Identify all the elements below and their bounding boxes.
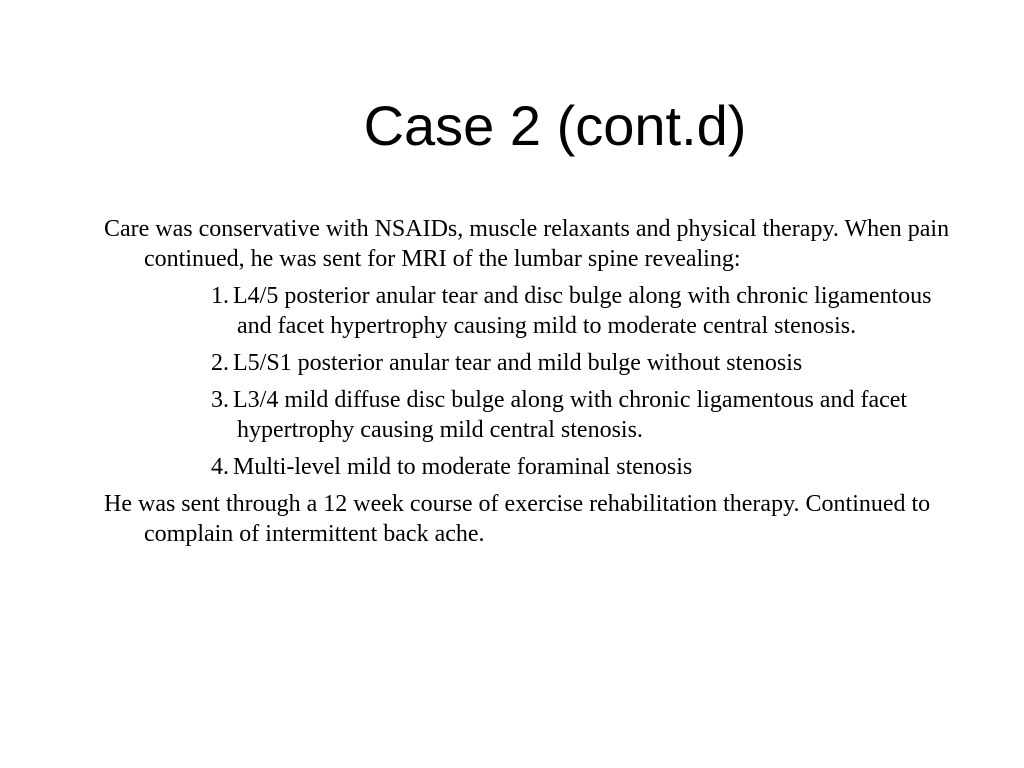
list-item-text: L3/4 mild diffuse disc bulge along with chronic ligamentous and facet hypertrophy causing mild central stenosis.	[233, 387, 908, 443]
outro-paragraph: He was sent through a 12 week course of exercise rehabilitation therapy. Continued to complain of intermittent back ache.	[104, 491, 931, 547]
list-item-text: L4/5 posterior anular tear and disc bulge along with chronic ligamentous and facet hypertrophy causing mild to moderate central stenosis.	[233, 283, 932, 339]
list-item-number: 4.	[211, 454, 229, 480]
list-item-number: 1.	[211, 283, 229, 309]
slide-body	[104, 214, 954, 549]
list-item-text: L5/S1 posterior anular tear and mild bulge without stenosis	[233, 350, 803, 376]
list-item	[104, 385, 954, 445]
list-item	[104, 281, 954, 341]
list-item	[104, 348, 954, 378]
list-item-number: 2.	[211, 350, 229, 376]
list-item-number: 3.	[211, 387, 229, 413]
mri-findings-list	[104, 281, 954, 482]
list-item-text: Multi-level mild to moderate foraminal stenosis	[233, 454, 693, 480]
slide-title: Case 2 (cont.d)	[363, 94, 747, 157]
intro-paragraph: Care was conservative with NSAIDs, muscle relaxants and physical therapy. When pain continued, he was sent for MRI of the lumbar spine revealing:	[104, 216, 950, 272]
list-item	[104, 452, 954, 482]
